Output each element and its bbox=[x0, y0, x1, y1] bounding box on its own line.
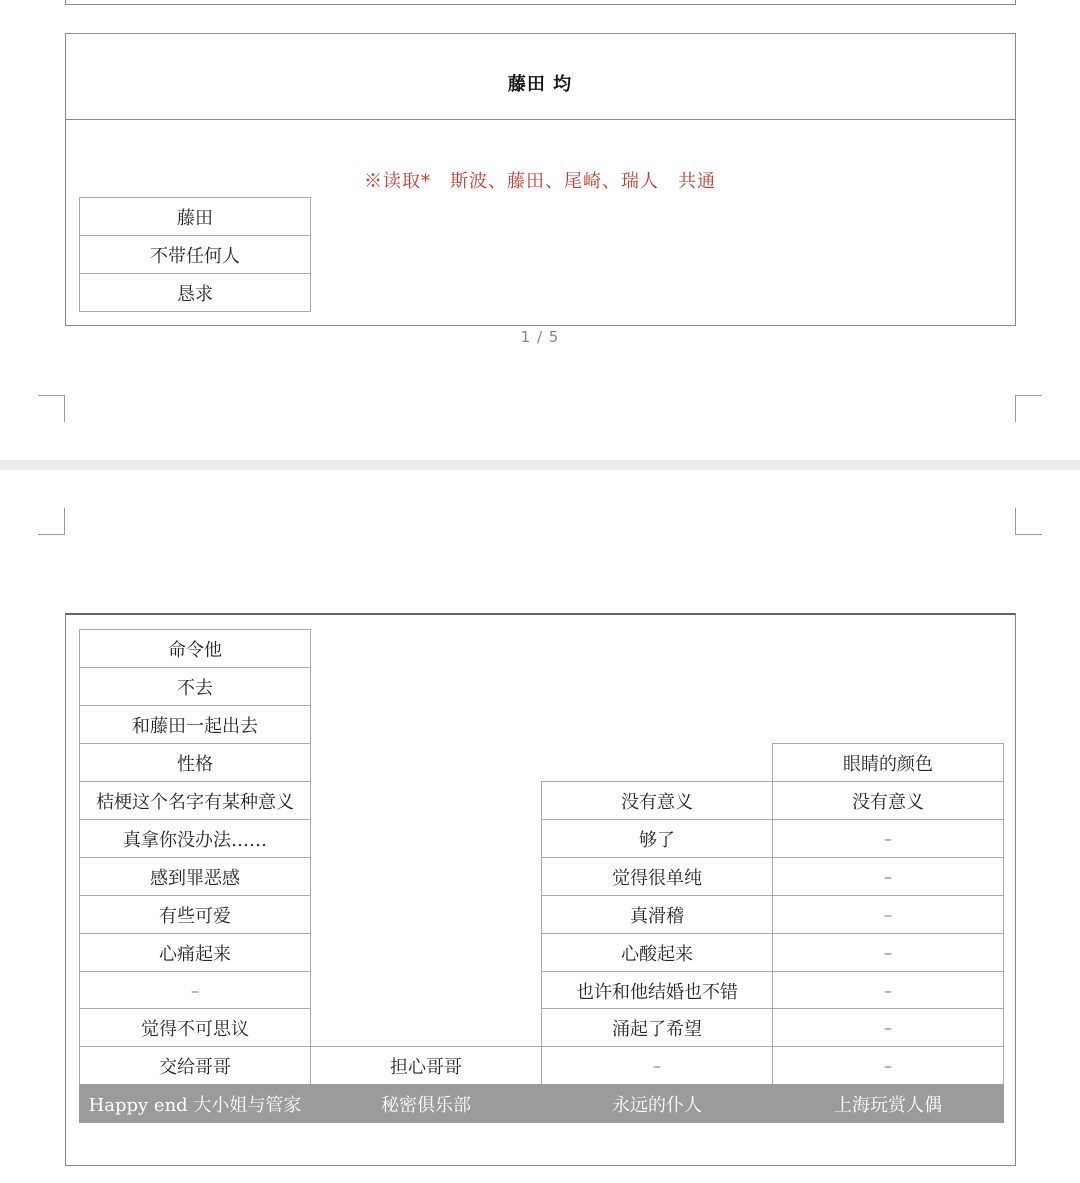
page-indicator: 1 / 5 bbox=[520, 328, 560, 346]
choice-cell: 真拿你没办法…… bbox=[79, 819, 311, 858]
choice-cell: – bbox=[772, 1046, 1004, 1085]
choice-cell: 没有意义 bbox=[541, 781, 773, 820]
ending-cell: 秘密俱乐部 bbox=[310, 1084, 542, 1123]
title-divider bbox=[66, 119, 1015, 120]
choice-cell: 心酸起来 bbox=[541, 933, 773, 972]
choice-cell: 有些可爱 bbox=[79, 895, 311, 934]
common-route-note: ※读取* 斯波、藤田、尾崎、瑞人 共通 bbox=[364, 171, 716, 192]
choice-cell: 交给哥哥 bbox=[79, 1046, 311, 1085]
crop-mark bbox=[1015, 508, 1042, 535]
choice-cell: – bbox=[772, 819, 1004, 858]
ending-cell: 上海玩赏人偶 bbox=[772, 1084, 1004, 1123]
route-cell: 恳求 bbox=[79, 273, 311, 312]
choice-cell: – bbox=[772, 1008, 1004, 1047]
choice-cell: – bbox=[772, 857, 1004, 896]
page-separator bbox=[0, 460, 1080, 470]
choice-cell: – bbox=[79, 971, 311, 1010]
choice-cell: 觉得不可思议 bbox=[79, 1008, 311, 1047]
choice-cell: – bbox=[772, 895, 1004, 934]
crop-mark bbox=[1015, 395, 1042, 422]
choice-cell: 眼睛的颜色 bbox=[772, 743, 1004, 782]
previous-page-edge bbox=[65, 0, 1016, 5]
choice-cell: 没有意义 bbox=[772, 781, 1004, 820]
choice-cell: 涌起了希望 bbox=[541, 1008, 773, 1047]
choice-cell: – bbox=[541, 1046, 773, 1085]
crop-mark bbox=[38, 395, 65, 422]
ending-cell: 永远的仆人 bbox=[541, 1084, 773, 1123]
choice-cell: 心痛起来 bbox=[79, 933, 311, 972]
choice-cell: 也许和他结婚也不错 bbox=[541, 971, 773, 1010]
route-cell: 藤田 bbox=[79, 197, 311, 236]
crop-mark bbox=[38, 508, 65, 535]
choice-cell: 感到罪恶感 bbox=[79, 857, 311, 896]
choice-cell: – bbox=[772, 933, 1004, 972]
choice-cell: – bbox=[772, 971, 1004, 1010]
character-title: 藤田 均 bbox=[507, 74, 573, 95]
route-cell: 不带任何人 bbox=[79, 235, 311, 274]
choice-cell: 觉得很单纯 bbox=[541, 857, 773, 896]
choice-cell: 担心哥哥 bbox=[310, 1046, 542, 1085]
choice-cell: 真滑稽 bbox=[541, 895, 773, 934]
choice-cell: 性格 bbox=[79, 743, 311, 782]
choice-cell: 不去 bbox=[79, 667, 311, 706]
choice-cell: 和藤田一起出去 bbox=[79, 705, 311, 744]
ending-cell: Happy end 大小姐与管家 bbox=[79, 1084, 311, 1123]
choice-cell: 桔梗这个名字有某种意义 bbox=[79, 781, 311, 820]
choice-cell: 命令他 bbox=[79, 629, 311, 668]
choice-cell: 够了 bbox=[541, 819, 773, 858]
